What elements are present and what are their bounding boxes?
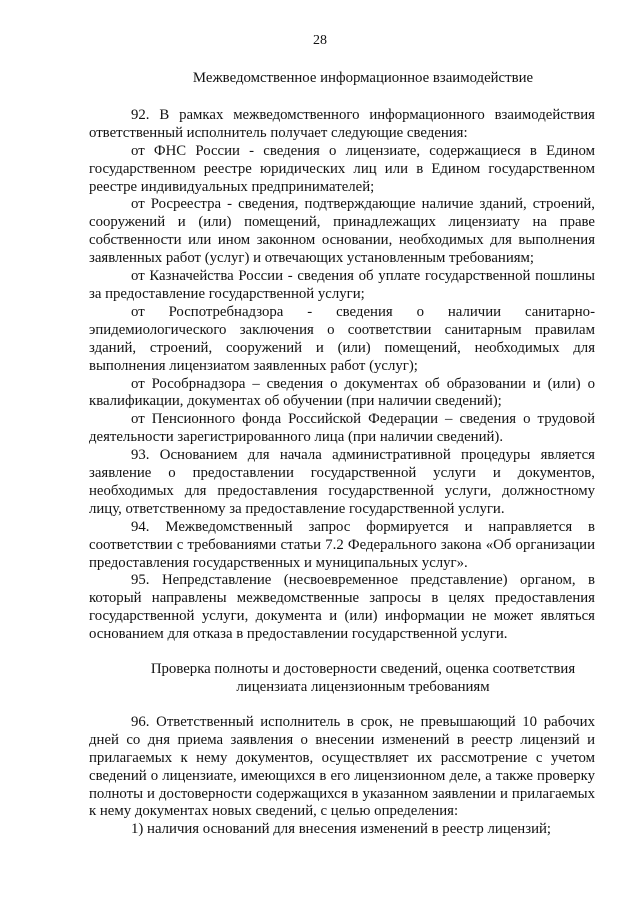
paragraph-96: 96. Ответственный исполнитель в срок, не превышающий 10 рабочих дней со дня приема заявления о внесении изменений в реестр лицензий и прилагаемых к нему документов, осуществляет их рассмотрение с учетом сведений о лицензиате, имеющихся в его лицензионном деле, а также проверку полноты и достоверности содержащихся в указанном заявлении и прилагаемых к нему документах новых сведений, с целью определения: (89, 713, 595, 820)
paragraph-95: 95. Непредставление (несвоевременное представление) органом, в который направлены межведомственные запросы в целях предоставления государственной услуги, документа и (или) информации не может являться основанием для отказа в предоставлении государственной услуги. (89, 572, 595, 643)
item-rospotrebnadzor: от Роспотребнадзора - сведения о наличии санитарно-эпидемиологического заключения о соответствии санитарным правилам зданий, строений, сооружений и (или) помещений, необходимых для выполнения лицензиатом заявленных работ (услуг); (89, 303, 595, 374)
item-fns: от ФНС России - сведения о лицензиате, содержащиеся в Едином государственном реестре юридических лиц или в Едином государственном реестре индивидуальных предпринимателей; (89, 142, 595, 195)
item-1: 1) наличия оснований для внесения изменений в реестр лицензий; (131, 821, 552, 838)
item-treasury: от Казначейства России - сведения об уплате государственной пошлины за предоставление государственной услуги; (89, 268, 595, 302)
item-rosreestr: от Росреестра - сведения, подтверждающие наличие зданий, строений, сооружений и (или) помещений, принадлежащих лицензиату на праве собственности или ином законном основании, необходимых для выполнения заявленных работ (услуг) и отвечающих установленным требованиям; (89, 196, 595, 267)
item-rosobrnadzor: от Рособрнадзора – сведения о документах об образовании и (или) о квалификации, документах об обучении (при наличии сведений); (89, 375, 595, 410)
section-heading-interagency: Межведомственное информационное взаимодействие (192, 70, 534, 86)
section-heading-verification-line2: лицензиата лицензионным требованиям (236, 679, 490, 695)
paragraph-93: 93. Основанием для начала административной процедуры является заявление о предоставлении государственной услуги и документов, необходимых для предоставления государственной услуги, должностному лицу, ответственному за предоставление государственной услуги. (89, 447, 595, 517)
paragraph-92: 92. В рамках межведомственного информационного взаимодействия ответственный исполнитель получает следующие сведения: (89, 106, 595, 141)
section-heading-verification-line1: Проверка полноты и достоверности сведений, оценка соответствия (150, 661, 576, 678)
document-body (89, 70, 595, 839)
paragraph-94: 94. Межведомственный запрос формируется и направляется в соответствии с требованиями статьи 7.2 Федерального закона «Об организации предоставления государственных и муниципальных услуг». (89, 518, 595, 571)
page-number: 28 (313, 33, 327, 48)
item-pension-fund: от Пенсионного фонда Российской Федерации – сведения о трудовой деятельности зарегистрированного лица (при наличии сведений). (89, 411, 595, 446)
